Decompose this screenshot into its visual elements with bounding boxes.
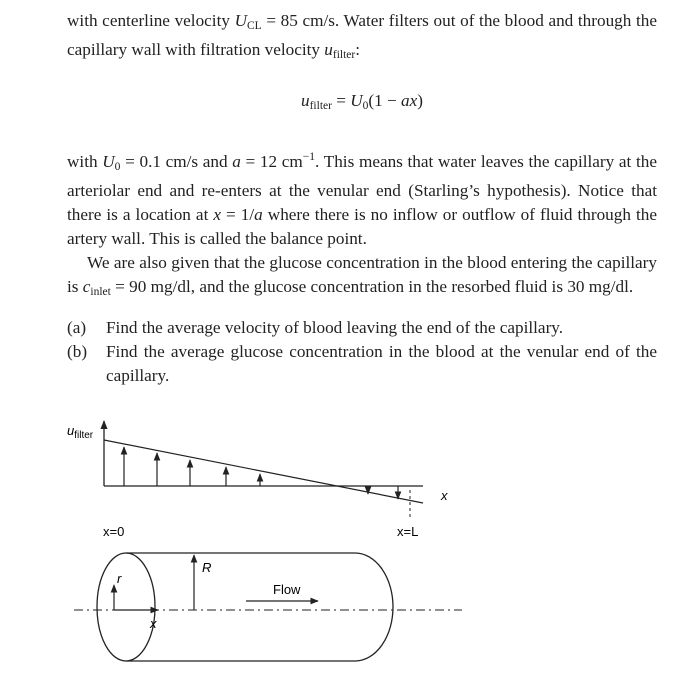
y-axis-label: $u_{filter}$ <box>67 423 94 441</box>
capillary-cylinder <box>97 553 393 661</box>
question-b: (b) Find the average glucose concentration in the blood at the venular end of the capillary. <box>67 342 657 385</box>
paragraph-2: with $U_0 = 0.1$ cm/s and a = 12 $cm^{-1}$. This means that water leaves the capillary at the arteriolar end and re-enters at the venular end (Starling’s hypothesis). Notice that there is a location at x = 1/a where there is no inflow or outflow of fluid through the artery wall. This is called the balance point. <box>67 151 658 248</box>
x-axis-label: x <box>441 488 448 503</box>
x0-label: x=0 <box>103 524 125 539</box>
question-a: (a) Find the average velocity of blood leaving the end of the capillary. <box>67 318 564 337</box>
R-label: R <box>202 560 212 575</box>
paragraph-1: with centerline velocity $U_{CL} = 85$ cm/s. Water filters out of the blood and through the capillary wall with filtration velocity $u_{filter}$: <box>67 11 657 61</box>
xL-label: x=L <box>397 524 419 539</box>
equation-filter-velocity: $u_{filter} = U_0(1 - ax)$ <box>301 91 423 112</box>
x-label: x <box>150 616 157 631</box>
r-label: r <box>117 571 122 586</box>
paragraph-3: We are also given that the glucose concentration in the blood entering the capillary is $c_{inlet} = 90$ mg/dl, and the glucose concentration in the resorbed fluid is 30 mg/dl. <box>67 253 657 298</box>
velocity-line <box>104 440 423 503</box>
flow-label: Flow <box>273 582 301 597</box>
